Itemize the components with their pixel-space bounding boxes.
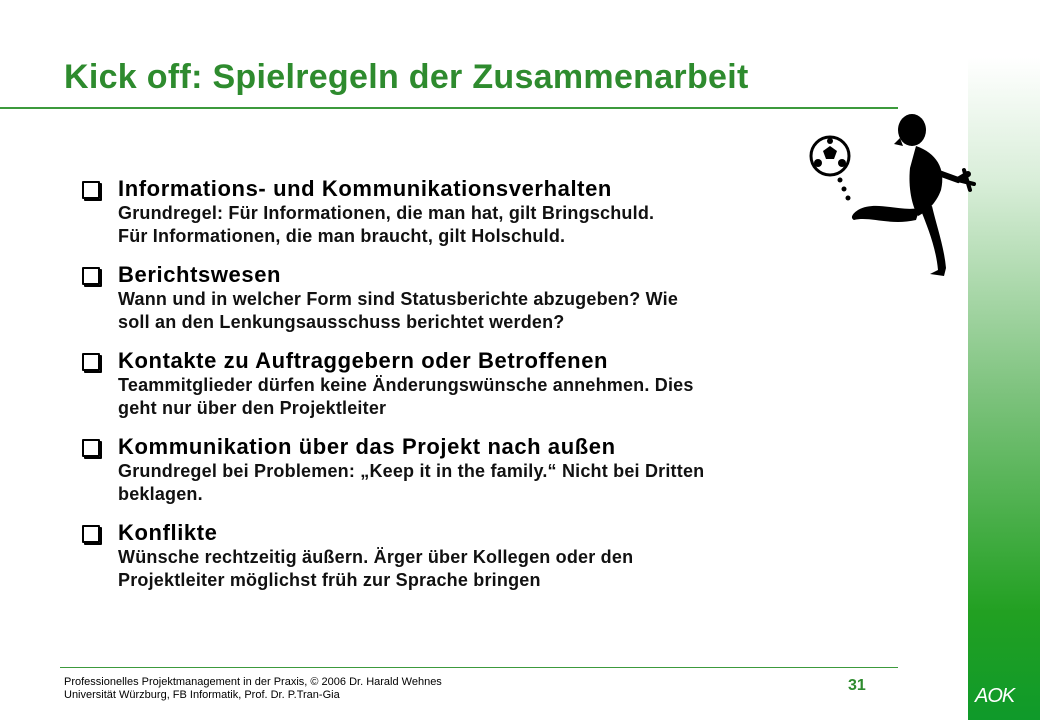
item-text xyxy=(118,288,902,334)
checkbox-bullet-icon xyxy=(82,525,100,543)
item-line: geht nur über den Projektleiter xyxy=(118,398,387,418)
item-heading: Informations- und Kommunikationsverhalten xyxy=(118,176,612,201)
checkbox-bullet-icon xyxy=(82,181,100,199)
footer-text xyxy=(64,676,442,702)
footer-line: Universität Würzburg, FB Informatik, Prof. Dr. P.Tran-Gia xyxy=(64,689,340,701)
item-text xyxy=(118,374,902,420)
item-line: beklagen. xyxy=(118,484,203,504)
checkbox-bullet-icon xyxy=(82,353,100,371)
item-heading: Berichtswesen xyxy=(118,262,282,287)
aok-logo: AOK xyxy=(975,685,1015,707)
list-item xyxy=(82,176,902,248)
rule-list xyxy=(82,176,902,606)
item-text xyxy=(118,546,902,592)
item-line: Projektleiter möglichst früh zur Sprache bringen xyxy=(118,570,541,590)
page-number: 31 xyxy=(848,677,866,694)
item-heading: Kommunikation über das Projekt nach außen xyxy=(118,434,616,459)
item-line: Wünsche rechtzeitig äußern. Ärger über Kollegen oder den xyxy=(118,547,634,567)
footer-line: Professionelles Projektmanagement in der Praxis, © 2006 Dr. Harald Wehnes xyxy=(64,676,442,688)
item-line: Für Informationen, die man braucht, gilt Holschuld. xyxy=(118,226,566,246)
item-line: soll an den Lenkungsausschuss berichtet werden? xyxy=(118,312,565,332)
item-heading: Konflikte xyxy=(118,520,218,545)
item-heading: Kontakte zu Auftraggebern oder Betroffenen xyxy=(118,348,609,373)
item-line: Wann und in welcher Form sind Statusberichte abzugeben? Wie xyxy=(118,289,679,309)
list-item xyxy=(82,434,902,506)
list-item xyxy=(82,520,902,592)
item-text xyxy=(118,202,902,248)
list-item xyxy=(82,348,902,420)
checkbox-bullet-icon xyxy=(82,439,100,457)
footer-divider xyxy=(60,667,898,668)
checkbox-bullet-icon xyxy=(82,267,100,285)
slide-title: Kick off: Spielregeln der Zusammenarbeit xyxy=(64,58,749,96)
item-line: Grundregel: Für Informationen, die man hat, gilt Bringschuld. xyxy=(118,203,655,223)
item-line: Teammitglieder dürfen keine Änderungswünsche annehmen. Dies xyxy=(118,375,694,395)
title-divider xyxy=(0,107,898,109)
item-line: Grundregel bei Problemen: „Keep it in the family.“ Nicht bei Dritten xyxy=(118,461,705,481)
list-item xyxy=(82,262,902,334)
item-text xyxy=(118,460,902,506)
